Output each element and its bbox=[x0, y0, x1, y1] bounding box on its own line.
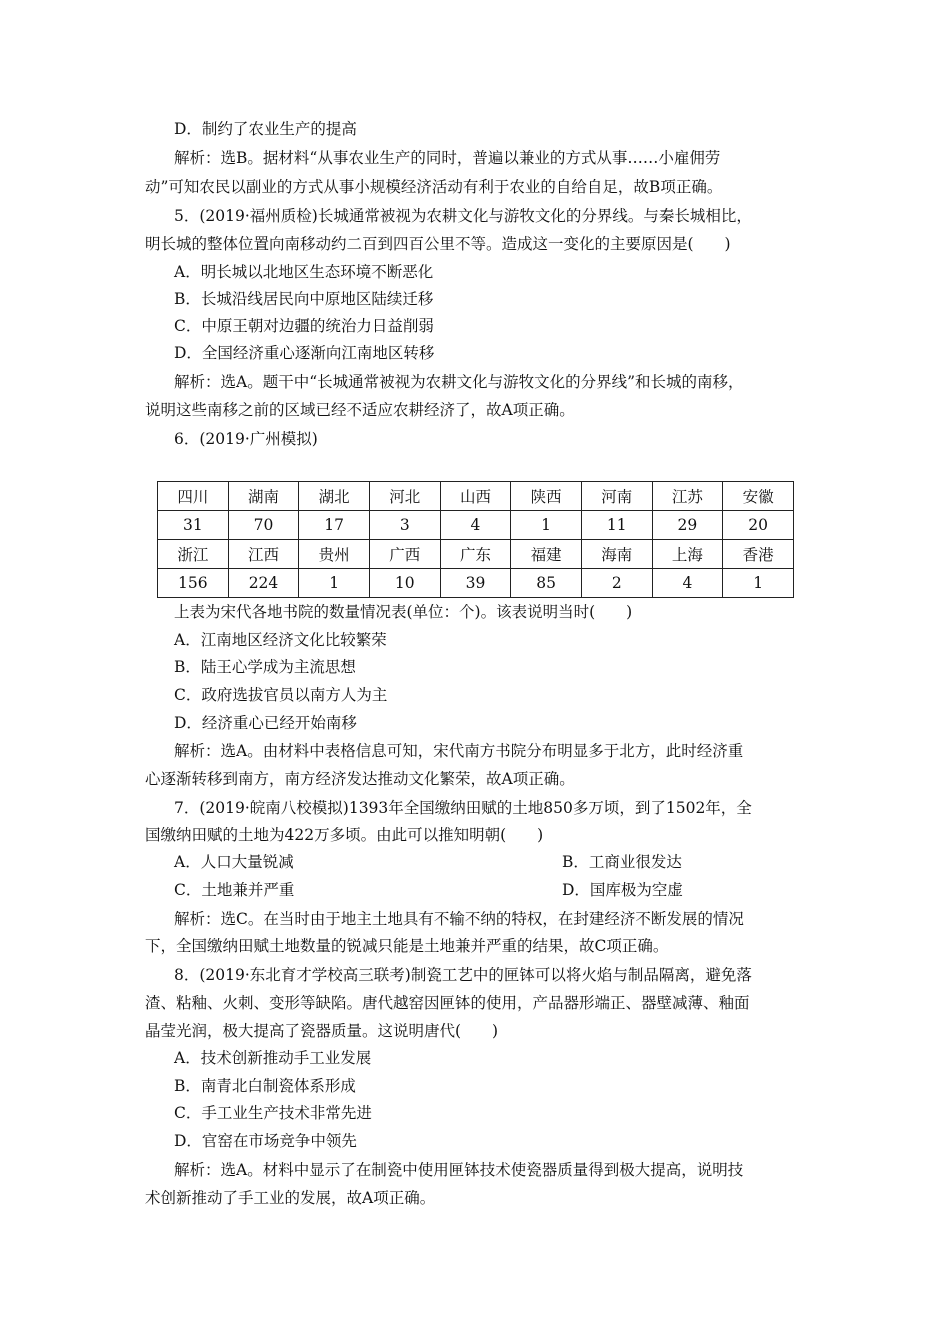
table-row-values-1 bbox=[158, 511, 794, 540]
table-cell: 上海 bbox=[652, 540, 723, 569]
q6-caption: 上表为宋代各地书院的数量情况表(单位：个)。该表说明当时( ) bbox=[174, 603, 633, 621]
table-cell: 4 bbox=[440, 511, 511, 540]
table-cell: 湖北 bbox=[299, 482, 370, 511]
table-cell: 31 bbox=[158, 511, 229, 540]
q6-analysis-line-2: 心逐渐转移到南方，南方经济发达推动文化繁荣，故A项正确。 bbox=[145, 770, 575, 788]
table-cell: 1 bbox=[299, 569, 370, 598]
table-cell: 贵州 bbox=[299, 540, 370, 569]
q6-option-d: D．经济重心已经开始南移 bbox=[174, 714, 357, 732]
table-cell: 17 bbox=[299, 511, 370, 540]
q5-stem-line-1: 5．(2019·福州质检)长城通常被视为农耕文化与游牧文化的分界线。与秦长城相比， bbox=[174, 207, 752, 225]
q4-analysis-line-1: 解析：选B。据材料“从事农业生产的同时，普遍以兼业的方式从事……小雇佣劳 bbox=[174, 149, 721, 167]
q8-option-d: D．官窑在市场竞争中领先 bbox=[174, 1132, 357, 1150]
q7-option-b: B．工商业很发达 bbox=[562, 853, 682, 871]
q7-option-a: A．人口大量锐减 bbox=[174, 853, 294, 871]
table-cell: 11 bbox=[581, 511, 652, 540]
q5-option-d: D．全国经济重心逐渐向江南地区转移 bbox=[174, 344, 435, 362]
table-cell: 湖南 bbox=[228, 482, 299, 511]
q4-option-d: D．制约了农业生产的提高 bbox=[174, 120, 357, 138]
table-cell: 陕西 bbox=[511, 482, 582, 511]
q5-option-b: B．长城沿线居民向中原地区陆续迁移 bbox=[174, 290, 434, 308]
table-cell: 广东 bbox=[440, 540, 511, 569]
table-cell: 20 bbox=[723, 511, 794, 540]
table-cell: 1 bbox=[723, 569, 794, 598]
q4-analysis-line-2: 动”可知农民以副业的方式从事小规模经济活动有利于农业的自给自足，故B项正确。 bbox=[145, 178, 723, 196]
table-cell: 85 bbox=[511, 569, 582, 598]
table-cell: 2 bbox=[581, 569, 652, 598]
table-cell: 10 bbox=[369, 569, 440, 598]
table-cell: 河南 bbox=[581, 482, 652, 511]
q6-option-a: A．江南地区经济文化比较繁荣 bbox=[174, 631, 387, 649]
table-cell: 4 bbox=[652, 569, 723, 598]
q6-option-b: B．陆王心学成为主流思想 bbox=[174, 658, 356, 676]
q8-option-b: B．南青北白制瓷体系形成 bbox=[174, 1077, 356, 1095]
table-cell: 29 bbox=[652, 511, 723, 540]
table-row-names-1 bbox=[158, 482, 794, 511]
q5-stem-line-2: 明长城的整体位置向南移动约二百到四百公里不等。造成这一变化的主要原因是( ) bbox=[145, 235, 731, 253]
table-cell: 江西 bbox=[228, 540, 299, 569]
q8-analysis-line-1: 解析：选A。材料中显示了在制瓷中使用匣钵技术使瓷器质量得到极大提高，说明技 bbox=[174, 1161, 744, 1179]
table-cell: 江苏 bbox=[652, 482, 723, 511]
q7-analysis-line-1: 解析：选C。在当时由于地主土地具有不输不纳的特权，在封建经济不断发展的情况 bbox=[174, 910, 744, 928]
q7-analysis-line-2: 下，全国缴纳田赋土地数量的锐减只能是土地兼并严重的结果，故C项正确。 bbox=[145, 937, 669, 955]
table-cell: 河北 bbox=[369, 482, 440, 511]
academy-count-table bbox=[157, 481, 794, 598]
table-row-values-2 bbox=[158, 569, 794, 598]
q6-stem: 6．(2019·广州模拟) bbox=[174, 430, 318, 448]
table-cell: 四川 bbox=[158, 482, 229, 511]
q7-stem-line-2: 国缴纳田赋的土地为422万多顷。由此可以推知明朝( ) bbox=[145, 826, 544, 844]
q8-option-a: A．技术创新推动手工业发展 bbox=[174, 1049, 372, 1067]
table-cell: 海南 bbox=[581, 540, 652, 569]
table-row-names-2 bbox=[158, 540, 794, 569]
table-cell: 香港 bbox=[723, 540, 794, 569]
q7-stem-line-1: 7．(2019·皖南八校模拟)1393年全国缴纳田赋的土地850多万顷，到了1502年，全 bbox=[174, 799, 752, 817]
table-cell: 3 bbox=[369, 511, 440, 540]
q5-option-c: C．中原王朝对边疆的统治力日益削弱 bbox=[174, 317, 434, 335]
q8-stem-line-2: 渣、粘釉、火刺、变形等缺陷。唐代越窑因匣钵的使用，产品器形端正、器壁减薄、釉面 bbox=[145, 994, 750, 1012]
q6-analysis-line-1: 解析：选A。由材料中表格信息可知，宋代南方书院分布明显多于北方，此时经济重 bbox=[174, 742, 744, 760]
q7-option-c: C．土地兼并严重 bbox=[174, 881, 295, 899]
q5-option-a: A．明长城以北地区生态环境不断恶化 bbox=[174, 263, 434, 281]
q8-stem-line-3: 晶莹光润，极大提高了瓷器质量。这说明唐代( ) bbox=[145, 1022, 499, 1040]
table-cell: 广西 bbox=[369, 540, 440, 569]
table-cell: 156 bbox=[158, 569, 229, 598]
table-cell: 安徽 bbox=[723, 482, 794, 511]
table-cell: 福建 bbox=[511, 540, 582, 569]
q8-option-c: C．手工业生产技术非常先进 bbox=[174, 1104, 372, 1122]
q6-option-c: C．政府选拔官员以南方人为主 bbox=[174, 686, 388, 704]
q5-analysis-line-1: 解析：选A。题干中“长城通常被视为农耕文化与游牧文化的分界线”和长城的南移， bbox=[174, 373, 744, 391]
table-cell: 1 bbox=[511, 511, 582, 540]
q8-stem-line-1: 8．(2019·东北育才学校高三联考)制瓷工艺中的匣钵可以将火焰与制品隔离，避免落 bbox=[174, 966, 752, 984]
q8-analysis-line-2: 术创新推动了手工业的发展，故A项正确。 bbox=[145, 1189, 436, 1207]
table-cell: 70 bbox=[228, 511, 299, 540]
table-cell: 山西 bbox=[440, 482, 511, 511]
table-cell: 浙江 bbox=[158, 540, 229, 569]
q7-option-d: D．国库极为空虚 bbox=[562, 881, 683, 899]
table-cell: 224 bbox=[228, 569, 299, 598]
q5-analysis-line-2: 说明这些南移之前的区域已经不适应农耕经济了，故A项正确。 bbox=[145, 401, 575, 419]
table-cell: 39 bbox=[440, 569, 511, 598]
